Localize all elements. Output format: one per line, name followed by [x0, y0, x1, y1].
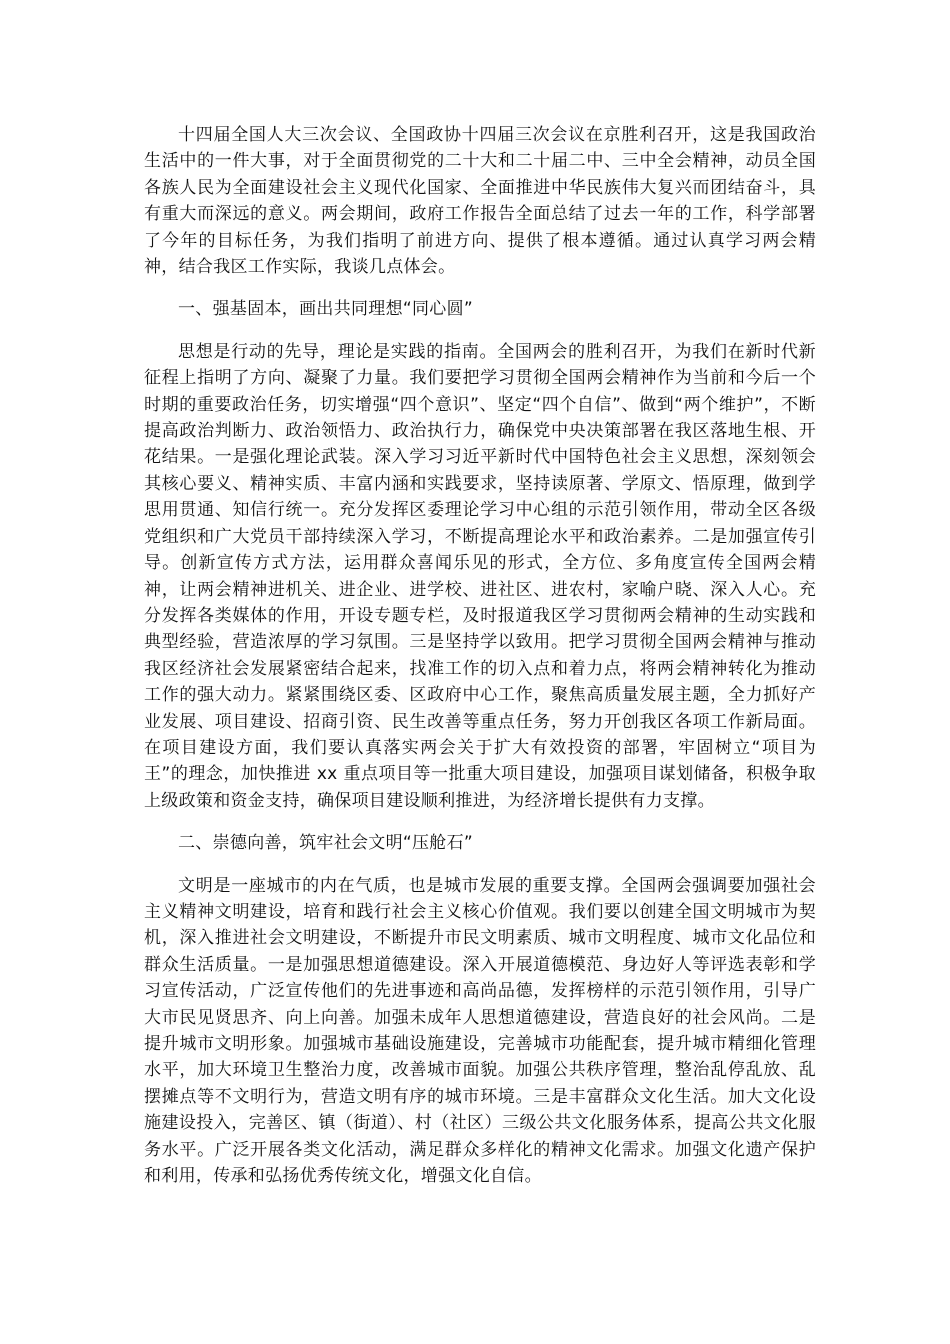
section-1-body: 思想是行动的先导，理论是实践的指南。全国两会的胜利召开，为我们在新时代新征程上指明了方向、凝聚了力量。我们要把学习贯彻全国两会精神作为当前和今后一个时期的重要政治任务，切实增强“四个意识”、坚定“四个自信”、做到“两个维护”，不断提高政治判断力、政治领悟力、政治执行力，确保党中央决策部署在我区落地生根、开花结果。一是强化理论武装。深入学习习近平新时代中国特色社会主义思想，深刻领会其核心要义、精神实质、丰富内涵和实践要求，坚持读原著、学原文、悟原理，做到学思用贯通、知信行统一。充分发挥区委理论学习中心组的示范引领作用，带动全区各级党组织和广大党员干部持续深入学习，不断提高理论水平和政治素养。二是加强宣传引导。创新宣传方式方法，运用群众喜闻乐见的形式，全方位、多角度宣传全国两会精神，让两会精神进机关、进企业、进学校、进社区、进农村，家喻户晓、深入人心。充分发挥各类媒体的作用，开设专题专栏，及时报道我区学习贯彻两会精神的生动实践和典型经验，营造浓厚的学习氛围。三是坚持学以致用。把学习贯彻全国两会精神与推动我区经济社会发展紧密结合起来，找准工作的切入点和着力点，将两会精神转化为推动工作的强大动力。紧紧围绕区委、区政府中心工作，聚焦高质量发展主题，全力抓好产业发展、项目建设、招商引资、民生改善等重点任务，努力开创我区各项工作新局面。在项目建设方面，我们要认真落实两会关于扩大有效投资的部署，牢固树立“项目为王”的理念，加快推进 xx 重点项目等一批重大项目建设，加强项目谋划储备，积极争取上级政策和资金支持，确保项目建设顺利推进，为经济增长提供有力支撑。: [144, 341, 816, 811]
section-2-heading: 二、崇德向善，筑牢社会文明“压舱石”: [178, 833, 474, 854]
intro-paragraph: 十四届全国人大三次会议、全国政协十四届三次会议在京胜利召开，这是我国政治生活中的一件大事，对于全面贯彻党的二十大和二十届二中、三中全会精神，动员全国各族人民为全面建设社会主义现代化国家、全面推进中华民族伟大复兴而团结奋斗，具有重大而深远的意义。两会期间，政府工作报告全面总结了过去一年的工作，科学部署了今年的目标任务，为我们指明了前进方向、提供了根本遵循。通过认真学习两会精神，结合我区工作实际，我谈几点体会。: [144, 125, 816, 278]
section-1-heading: 一、强基固本，画出共同理想“同心圆”: [178, 299, 474, 320]
section-2-body: 文明是一座城市的内在气质，也是城市发展的重要支撑。全国两会强调要加强社会主义精神文明建设，培育和践行社会主义核心价值观。我们要以创建全国文明城市为契机，深入推进社会文明建设，不断提升市民文明素质、城市文明程度、城市文化品位和群众生活质量。一是加强思想道德建设。深入开展道德模范、身边好人等评选表彰和学习宣传活动，广泛宣传他们的先进事迹和高尚品德，发挥榜样的示范引领作用，引导广大市民见贤思齐、向上向善。加强未成年人思想道德建设，营造良好的社会风尚。二是提升城市文明形象。加强城市基础设施建设，完善城市功能配套，提升城市精细化管理水平，加大环境卫生整治力度，改善城市面貌。加强公共秩序管理，整治乱停乱放、乱摆摊点等不文明行为，营造文明有序的城市环境。三是丰富群众文化生活。加大文化设施建设投入，完善区、镇（街道）、村（社区）三级公共文化服务体系，提高公共文化服务水平。广泛开展各类文化活动，满足群众多样化的精神文化需求。加强文化遗产保护和利用，传承和弘扬优秀传统文化，增强文化自信。: [144, 875, 816, 1187]
document-page: [144, 122, 816, 1189]
